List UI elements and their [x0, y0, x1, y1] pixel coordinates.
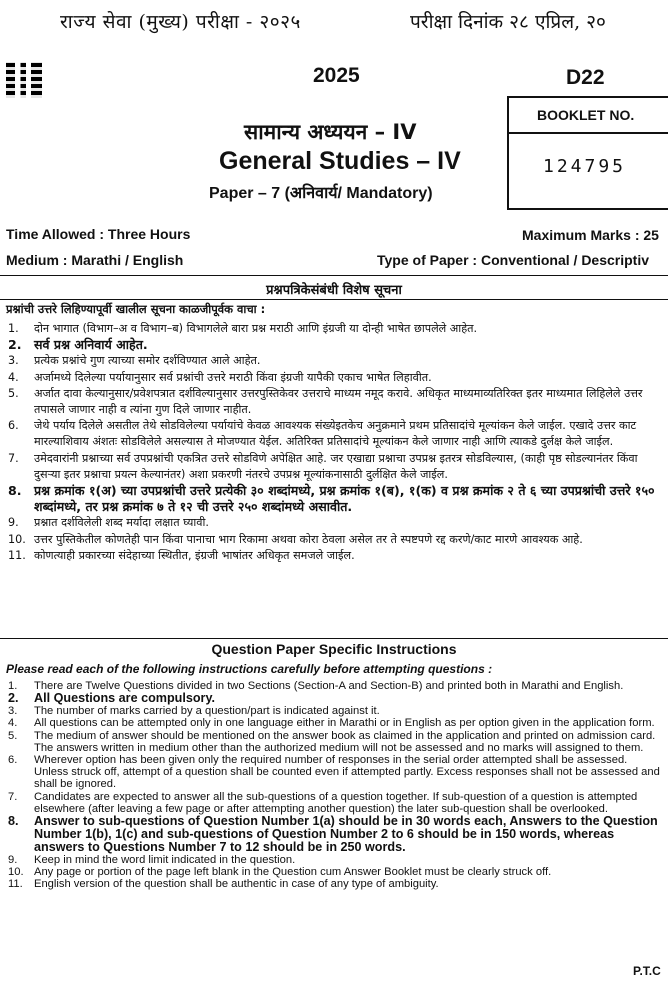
divider-top — [0, 275, 668, 276]
booklet-number-box — [507, 96, 668, 210]
list-item: 1. There are Twelve Questions divided in two Sections (Section-A and Section-B) and printed both in Marathi and English. — [8, 680, 624, 692]
list-item: 7. Candidates are expected to answer all the sub-questions of a question together. If sub-question of a question is attempted elsewhere (after leaving a few page or after attempting another question) the later sub-question shall be overlooked. — [8, 790, 638, 815]
divider-marathi-heading — [0, 299, 668, 300]
english-instructions-lead: Please read each of the following instructions carefully before attempting questions : — [6, 662, 493, 676]
list-item: 4. All questions can be attempted only in one language either in Marathi or in English as per option given in the application form. — [8, 717, 655, 730]
list-item: 3. The number of marks carried by a question/part is indicated against it. — [8, 705, 380, 718]
list-item: 6. जेथे पर्याय दिलेले असतील तेथे सोडविलेल्या पर्यायांचे केवळ आवश्यक संख्येइतकेच अनुक्रमाने प्रथम प्रतिसादांचे मूल्यांकन केले जाईल. एखादे उत्तर काट मारल्याशिवाय अंशतः सोडविलेले असल्यास ते मोजण्यात येईल. अतिरिक्त प्रतिसादांचे मूल्यांकन केले जाणार नाही आणि त्याकडे दुर्लक्ष केले जाईल. — [8, 419, 637, 449]
list-item: 9. प्रश्नात दर्शविलेली शब्द मर्यादा लक्षात घ्यावी. — [8, 516, 209, 530]
page-turn-over-note: P.T.C — [633, 964, 661, 978]
list-item: 2. सर्व प्रश्न अनिवार्य आहेत. — [8, 337, 148, 353]
medium: Medium : Marathi / English — [6, 252, 184, 268]
list-item: 1. दोन भागात (विभाग–अ व विभाग–ब) विभागलेले बारा प्रश्न मराठी आणि इंग्रजी या दोन्ही भाषेत छापलेले आहेत. — [8, 322, 478, 335]
booklet-label: BOOKLET NO. — [509, 98, 668, 134]
list-item: 6. Wherever option has been given only the required number of responses in the serial order attempted shall be assessed. Unless struck off, attempt of a question shall be counted even if attempted partly. Excess responses shall not be assessed and shall be ignored. — [8, 754, 660, 791]
list-item: 8. Answer to sub-questions of Question Number 1(a) should be in 30 words each, Answers to the Question Number 1(b), 1(c) and sub-questions of Question Number 2 to 6 should be in 150 words, whereas answers to Questions Number 7 to 12 should be in 250 words. — [8, 814, 658, 855]
list-item: 4. अर्जामध्ये दिलेल्या पर्यायानुसार सर्व प्रश्नांची उत्तरे मराठी किंवा इंग्रजी यापैकी एकाच भाषेत लिहावीत. — [8, 370, 432, 384]
list-item: 5. अर्जात दावा केल्यानुसार/प्रवेशपत्रात दर्शविल्यानुसार उत्तरपुस्तिकेवर उत्तराचे माध्यम नमूद करावे. अधिकृत माध्यमाव्यतिरिक्त इतर माध्यमात लिहिलेले उत्तर तपासले जाणार नाही व त्यांना गुण दिले जाणार नाहीत. — [8, 386, 643, 417]
title-english: General Studies – IV — [219, 147, 461, 175]
list-item: 9. Keep in mind the word limit indicated in the question. — [8, 854, 296, 867]
list-item: 3. प्रत्येक प्रश्नांचे गुण त्याच्या समोर दर्शविण्यात आले आहेत. — [8, 354, 261, 368]
booklet-number: 124795 — [543, 156, 627, 177]
qr-code-icon — [6, 62, 42, 98]
list-item: 10. उत्तर पुस्तिकेतील कोणतेही पान किंवा पानाचा भाग रिकामा अथवा कोरा ठेवला असेल तर ते स्पष्टपणे रद्द करणे/काट मारणे आवश्यक आहे. — [8, 532, 583, 546]
marathi-instructions-lead: प्रश्नांची उत्तरे लिहिण्यापूर्वी खालील सूचना काळजीपूर्वक वाचा : — [6, 302, 266, 316]
list-item: 2. All Questions are compulsory. — [8, 691, 216, 706]
marathi-instructions-list — [0, 321, 662, 564]
list-item: 8. प्रश्न क्रमांक १(अ) च्या उपप्रश्नांची उत्तरे प्रत्येकी ३० शब्दांमध्ये, प्रश्न क्रमांक १(ब), १(क) व प्रश्न क्रमांक २ ते ६ च्या उपप्रश्नांची उत्तरे १५० शब्दांमध्ये, तर प्रश्न क्रमांक ७ ते १२ ची उत्तरे २५० शब्दांमध्ये असावीत. — [8, 483, 655, 515]
list-item: 5. The medium of answer should be mentioned on the answer book as claimed in the application and printed on admission card. The answers written in medium other than the authorized medium will not be assessed and no marks will assigned to them. — [8, 729, 656, 754]
title-marathi: सामान्य अध्ययन – IV — [244, 120, 417, 144]
divider-english — [0, 638, 668, 639]
handwritten-exam-date: परीक्षा दिनांक २८ एप्रिल, २० — [410, 11, 606, 33]
paper-subtitle: Paper – 7 (अनिवार्य/ Mandatory) — [209, 185, 433, 202]
maximum-marks: Maximum Marks : 25 — [522, 227, 659, 243]
list-item: 11. कोणत्याही प्रकारच्या संदेहाच्या स्थितीत, इंग्रजी भाषांतर अधिकृत समजले जाईल. — [8, 548, 355, 562]
english-instructions-heading: Question Paper Specific Instructions — [211, 641, 457, 657]
list-item: 7. उमेदवारांनी प्रश्नाच्या सर्व उपप्रश्नांची एकत्रित उत्तरे सोडविणे अपेक्षित आहे. जर एखाद्या प्रश्नाचा उपप्रश्न इतरत्र सोडविल्यास, (काही पृष्ठ सोडल्यानंतर किंवा दुसऱ्या इतर प्रश्नाचा प्रयत्न केल्यानंतर) अशा प्रकरणी नंतरचे उपप्रश्न मूल्यांकनासाठी दुर्लक्षित केले जाईल. — [8, 451, 638, 481]
marathi-instructions-heading: प्रश्नपत्रिकेसंबंधी विशेष सूचना — [266, 283, 402, 298]
booklet-series-code: D22 — [566, 66, 605, 89]
handwritten-exam-name: राज्य सेवा (मुख्य) परीक्षा - २०२५ — [60, 11, 301, 33]
list-item: 10. Any page or portion of the page left blank in the Question cum Answer Booklet must be clearly struck off. — [8, 866, 552, 879]
english-instructions-list — [0, 680, 662, 891]
list-item: 11. English version of the question shall be authentic in case of any type of ambiguity. — [8, 878, 439, 891]
exam-year: 2025 — [313, 64, 360, 87]
time-allowed: Time Allowed : Three Hours — [6, 226, 191, 242]
type-of-paper: Type of Paper : Conventional / Descriptiv — [377, 252, 650, 268]
